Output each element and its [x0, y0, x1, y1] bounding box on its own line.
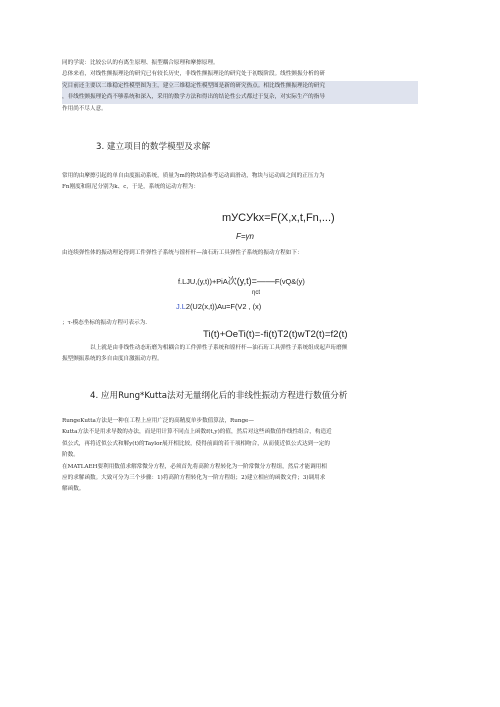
section-4-heading: 4. 应用Rung*Kutta法对无量纲化后的非线性振动方程进行数值分析: [90, 391, 348, 401]
section-3-paragraph-1: [62, 171, 418, 194]
equation-part: f.LJU,(y,t))+PiA: [178, 277, 228, 286]
paragraph-line: Fn刚度和阻尼分别为k、c，于是，系统的运动方程为：: [62, 184, 200, 191]
section-3-heading: 3. 建立项目的数学模型及求解: [96, 142, 211, 152]
intro-line: 究目前还主要以二维稳定性模型图为主，建立三维稳定性模型图是新的研究热点。相比线性颤振理论的研究: [62, 81, 418, 92]
paragraph-line: 解函数。: [62, 486, 85, 493]
paragraph-line: Kutta方法不是用求导数的办法，而是用计算不同点上函数f(t,y)的值，然后对这些函数值作线性组合，构造近: [62, 429, 332, 436]
intro-line: ，非线性颤振理论尚不够系统和深入，采用的数学方法和得出的结论性公式都过于复杂，对实际生产的指导: [62, 92, 418, 103]
section-4-paragraph: [62, 416, 418, 496]
intro-line: 同的学说：比较公认的有离生原理、振型耦合原理和摩擦原理。: [62, 60, 219, 66]
paragraph-line: 似公式，再将近似公式和解y(t)的Taylor展开相比较，使得前面的若干项相吻合，从而使近似公式达到一定的: [62, 440, 330, 447]
force-equation: F=γn: [236, 232, 255, 241]
section-3-paragraph-2: [62, 248, 418, 259]
section-3-paragraph-3: [62, 318, 418, 329]
section-3-paragraph-4: [62, 343, 420, 366]
paragraph-line: 以上就是由非线性动态珩磨为相耦合的工件弹性子系统和镗杆杆—油石珩工具弹性子系统组成起声珩磨颤: [90, 345, 348, 351]
paragraph-line: 常用的由摩擦引起的单自由度振动系统，质量为m的物块沿参考运动面滑动，物块与运动面之间的正压力为: [62, 173, 325, 179]
equation-part: =F(V2 , (x): [226, 302, 262, 311]
paragraph-line: 阶数。: [62, 452, 79, 459]
intro-line: 总体来看，对线性颤振理论的研究已有较长历史，非线性颤振理论的研究处于初级阶段。线性颤振分析的研: [62, 71, 325, 78]
equation-part: 2(U2(x,t))Au: [185, 302, 227, 311]
paragraph-line: 应的求解函数。大致可分为三个步骤：1)将高阶方程转化为一阶方程组；2)建立相应的函数文件；3)调用求: [62, 475, 326, 482]
equation-subscript: ηct: [252, 290, 261, 296]
modal-equation: Ti(t)+OeTi(t)=-fi(t)T2(t)wT2(t)=f2(t): [203, 329, 348, 340]
workpiece-vibration-equation: [178, 274, 305, 287]
intro-line: 作用尚不尽人意。: [62, 105, 107, 112]
equation-part: J.L: [176, 302, 186, 311]
paragraph-line: 由连续弹性体的振动理论得到工件弹性子系统与镗杆杆—油石珩工具弹性子系统的振动方程如下：: [62, 250, 303, 256]
equation-part: F(vQ&(y): [274, 277, 305, 286]
paragraph-line: 振型颤振系统的多自由度自激振动方程。: [62, 356, 163, 363]
tool-vibration-equation: [176, 302, 261, 311]
equation-part: 次(y,t)=——: [227, 276, 275, 286]
motion-equation: mУCУkx=F(X,x,t,Fn,...): [222, 212, 335, 224]
intro-paragraph: [62, 58, 418, 115]
paragraph-line: RungeKutta方法是一种在工程上应用广泛的高精度单步数值算法，Runge—: [62, 418, 254, 424]
paragraph-line: 在MATLAEH要利用数值求解常微分方程，必须首先将高阶方程转化为一阶常微分方程组，然后才能调用相: [62, 463, 327, 470]
paragraph-line: ；τ-模态坐标的振动方程可表示为.: [62, 320, 148, 326]
